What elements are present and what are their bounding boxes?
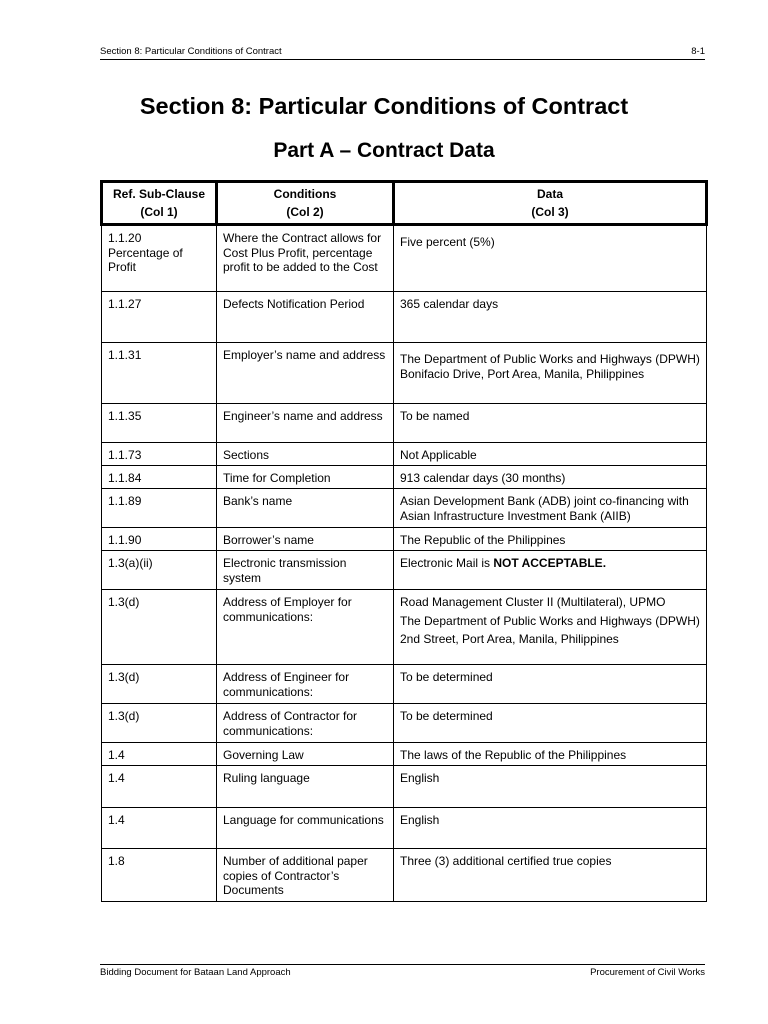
col1-subheading: (Col 1) (140, 205, 178, 219)
col1-heading: Ref. Sub-Clause (112, 187, 205, 201)
col3-heading: Data (536, 187, 563, 201)
data-cell: To be determined (394, 665, 707, 704)
data-cell (394, 551, 707, 590)
ref-cell: 1.4 (102, 808, 217, 849)
condition-cell: Address of Engineer for communications: (217, 665, 394, 704)
ref-cell: 1.4 (102, 743, 217, 766)
header-col-3 (394, 182, 707, 225)
condition-cell: Where the Contract allows for Cost Plus Profit, percentage profit to be added to the Cost (217, 225, 394, 292)
ref-cell: 1.1.89 (102, 489, 217, 528)
data-cell (394, 590, 707, 665)
ref-cell: 1.8 (102, 849, 217, 902)
condition-cell: Ruling language (217, 766, 394, 808)
ref-cell: 1.3(d) (102, 665, 217, 704)
data-cell: 913 calendar days (30 months) (394, 466, 707, 489)
data-cell: 365 calendar days (394, 292, 707, 343)
ref-cell: 1.1.35 (102, 404, 217, 443)
data-text: The Department of Public Works and Highways (DPWH) (400, 352, 700, 366)
table-row (102, 704, 707, 743)
condition-cell: Address of Employer for communications: (217, 590, 394, 665)
col2-subheading: (Col 2) (286, 205, 324, 219)
header-col-1 (102, 182, 217, 225)
ref-cell: 1.3(a)(ii) (102, 551, 217, 590)
ref-cell: 1.3(d) (102, 704, 217, 743)
condition-cell: Time for Completion (217, 466, 394, 489)
data-text: The Department of Public Works and Highways (DPWH) (400, 613, 700, 628)
condition-cell: Sections (217, 443, 394, 466)
table-row (102, 292, 707, 343)
data-text: Bonifacio Drive, Port Area, Manila, Philippines (400, 366, 645, 381)
condition-cell: Borrower’s name (217, 528, 394, 551)
contract-data-table (100, 180, 708, 902)
header-section-label: Section 8: Particular Conditions of Contract (100, 46, 282, 57)
data-text: Five percent (5%) (400, 235, 495, 249)
data-cell: Three (3) additional certified true copies (394, 849, 707, 902)
condition-cell: Defects Notification Period (217, 292, 394, 343)
data-cell: English (394, 808, 707, 849)
condition-cell: Employer’s name and address (217, 343, 394, 404)
data-text: Electronic Mail is (400, 556, 494, 570)
ref-cell: 1.1.73 (102, 443, 217, 466)
ref-cell: 1.1.90 (102, 528, 217, 551)
page-subtitle: Part A – Contract Data (273, 139, 495, 162)
data-cell: The laws of the Republic of the Philippines (394, 743, 707, 766)
data-cell: To be named (394, 404, 707, 443)
condition-cell: Engineer’s name and address (217, 404, 394, 443)
data-cell: To be determined (394, 704, 707, 743)
table-row (102, 766, 707, 808)
ref-text: 1.1.20 (108, 231, 142, 245)
header-page-number: 8-1 (691, 46, 705, 57)
table-row (102, 665, 707, 704)
condition-cell: Number of additional paper copies of Contractor’s Documents (217, 849, 394, 902)
data-cell: Asian Development Bank (ADB) joint co-financing with Asian Infrastructure Investment Bank (AIIB) (394, 489, 707, 528)
data-cell: The Republic of the Philippines (394, 528, 707, 551)
condition-cell: Address of Contractor for communications: (217, 704, 394, 743)
ref-cell: 1.1.27 (102, 292, 217, 343)
ref-text: Profit (108, 260, 137, 274)
table-row (102, 551, 707, 590)
condition-cell: Bank’s name (217, 489, 394, 528)
data-emphasis: NOT ACCEPTABLE. (493, 556, 607, 570)
table-header-row (102, 182, 707, 225)
table-row (102, 466, 707, 489)
table-row (102, 528, 707, 551)
table-row (102, 443, 707, 466)
data-cell (394, 343, 707, 404)
table-row (102, 590, 707, 665)
data-text: 2nd Street, Port Area, Manila, Philippines (400, 632, 619, 646)
data-text: Road Management Cluster II (Multilateral), UPMO (400, 595, 666, 609)
footer-document-title: Bidding Document for Bataan Land Approach (100, 967, 291, 978)
ref-cell: 1.3(d) (102, 590, 217, 665)
page-footer (100, 964, 705, 978)
col3-subheading: (Col 3) (531, 205, 569, 219)
footer-procurement-label: Procurement of Civil Works (590, 967, 705, 978)
table-row (102, 225, 707, 292)
page-title: Section 8: Particular Conditions of Contract (139, 93, 629, 119)
ref-text: Percentage of (108, 245, 183, 260)
condition-cell: Electronic transmission system (217, 551, 394, 590)
page-header (100, 45, 705, 60)
condition-cell: Governing Law (217, 743, 394, 766)
table-row (102, 343, 707, 404)
header-col-2 (217, 182, 394, 225)
table-row (102, 849, 707, 902)
table-row (102, 743, 707, 766)
ref-cell: 1.1.84 (102, 466, 217, 489)
table-row (102, 808, 707, 849)
ref-cell: 1.1.31 (102, 343, 217, 404)
ref-cell: 1.4 (102, 766, 217, 808)
data-cell (394, 225, 707, 292)
data-cell: English (394, 766, 707, 808)
condition-cell: Language for communications (217, 808, 394, 849)
table-row (102, 489, 707, 528)
ref-cell (102, 225, 217, 292)
table-row (102, 404, 707, 443)
data-cell: Not Applicable (394, 443, 707, 466)
col2-heading: Conditions (273, 187, 337, 201)
